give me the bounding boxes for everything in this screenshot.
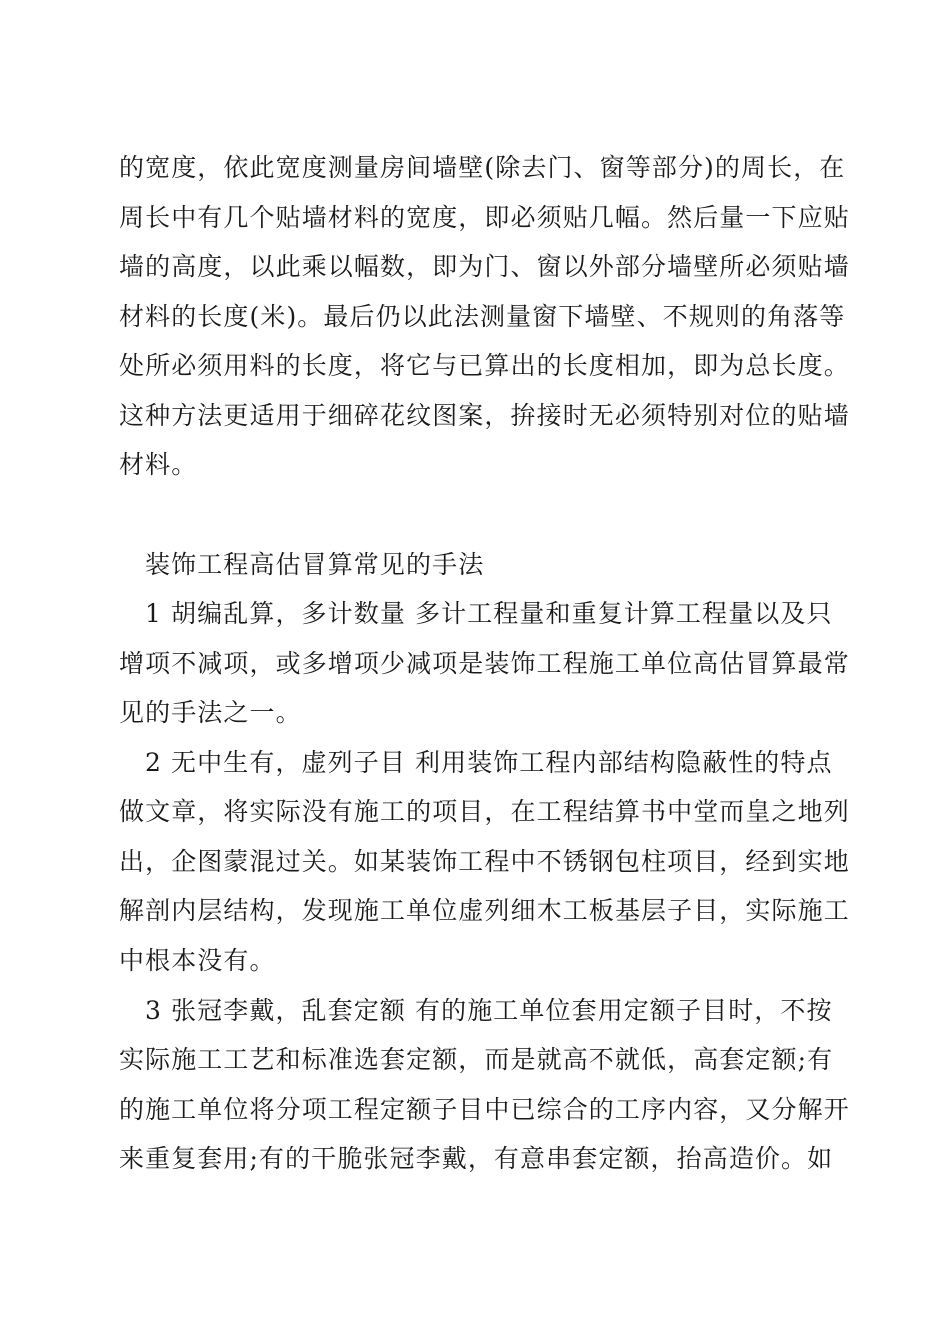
item-3-line-3: 的施工单位将分项工程定额子目中已综合的工序内容，又分解开 xyxy=(119,1095,850,1124)
item-2-line-4: 解剖内层结构，发现施工单位虚列细木工板基层子目，实际施工 xyxy=(119,896,850,925)
section-title: 装饰工程高估冒算常见的手法 xyxy=(145,550,485,579)
item-1-line-1: 1 胡编乱算，多计数量 多计工程量和重复计算工程量以及只 xyxy=(145,599,833,628)
item-3-line-4: 来重复套用;有的干脆张冠李戴，有意串套定额，抬高造价。如 xyxy=(119,1144,834,1173)
paragraph-1-line-2: 周长中有几个贴墙材料的宽度，即必须贴几幅。然后量一下应贴 xyxy=(119,203,850,232)
paragraph-1-line-4: 材料的长度(米)。最后仍以此法测量窗下墙壁、不规则的角落等 xyxy=(119,302,846,331)
item-2-line-5: 中根本没有。 xyxy=(119,946,276,975)
paragraph-1-line-6: 这种方法更适用于细碎花纹图案，拚接时无必须特别对位的贴墙 xyxy=(119,401,850,430)
paragraph-1-line-5: 处所必须用料的长度，将它与已算出的长度相加，即为总长度。 xyxy=(119,351,850,380)
item-3-line-1: 3 张冠李戴，乱套定额 有的施工单位套用定额子目时，不按 xyxy=(145,996,833,1025)
item-3-line-2: 实际施工工艺和标准选套定额，而是就高不就低，高套定额;有 xyxy=(119,1045,834,1074)
item-1-line-3: 见的手法之一。 xyxy=(119,698,302,727)
paragraph-1-line-1: 的宽度，依此宽度测量房间墙壁(除去门、窗等部分)的周长，在 xyxy=(119,153,846,182)
paragraph-1-line-7: 材料。 xyxy=(119,450,198,479)
item-2-line-3: 出，企图蒙混过关。如某装饰工程中不锈钢包柱项目，经到实地 xyxy=(119,847,850,876)
paragraph-1-line-3: 墙的高度，以此乘以幅数，即为门、窗以外部分墙壁所必须贴墙 xyxy=(119,252,850,281)
item-2-line-1: 2 无中生有，虚列子目 利用装饰工程内部结构隐蔽性的特点 xyxy=(145,748,833,777)
item-1-line-2: 增项不减项，或多增项少减项是装饰工程施工单位高估冒算最常 xyxy=(119,649,850,678)
item-2-line-2: 做文章，将实际没有施工的项目，在工程结算书中堂而皇之地列 xyxy=(119,797,850,826)
